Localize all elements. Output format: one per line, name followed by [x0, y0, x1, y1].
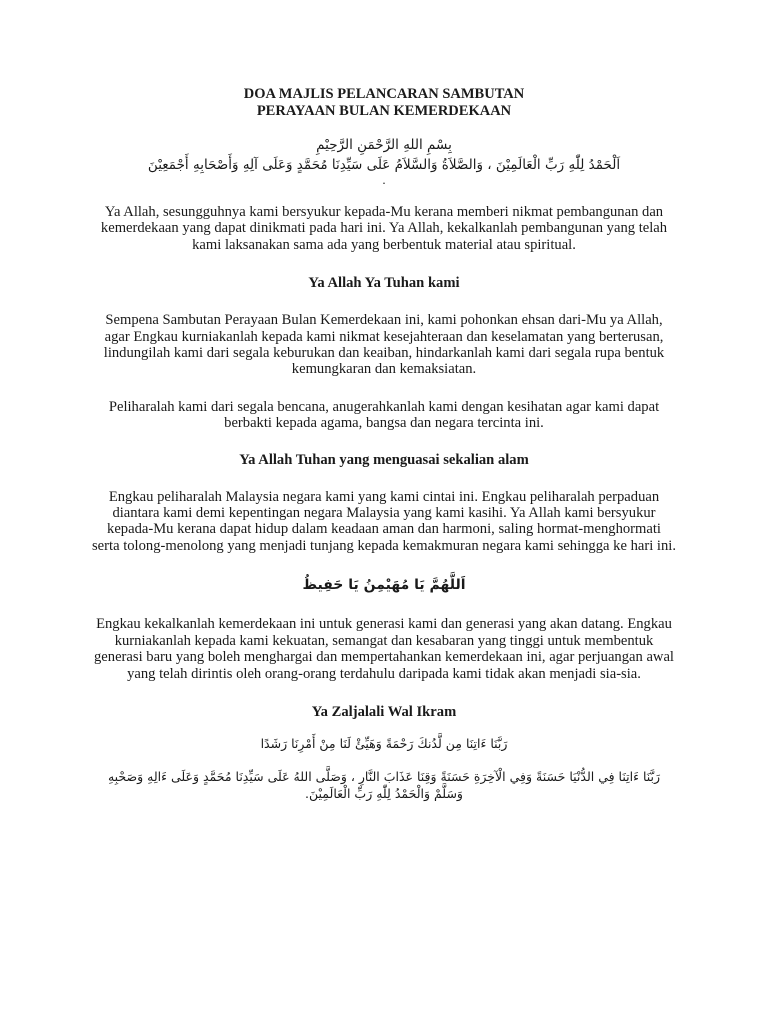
heading-ya-allah-ya-tuhan-kami: Ya Allah Ya Tuhan kami — [308, 275, 460, 292]
hamdalah: اَلْحَمْدُ لِلّٰهِ رَبِّ الْعَالَمِيْنَ ، وَالصَّلاَةُ وَالسَّلاَمُ عَلَى سَيِّدِنَا مُحَمَّدٍ وَعَلَى آلِهِ وَأَصْحَابِهِ أَجْمَعِيْنَ — [147, 157, 621, 173]
title-line-2: PERAYAAN BULAN KEMERDEKAAN — [256, 103, 512, 119]
document-page — [92, 86, 676, 802]
heading-ya-zaljalali-wal-ikram: Ya Zaljalali Wal Ikram — [311, 703, 457, 720]
opening-dot: . — [382, 172, 386, 187]
paragraph-2: Sempena Sambutan Perayaan Bulan Kemerdekaan ini, kami pohonkan ehsan dari-Mu ya Allah, agar Engkau kurniakanlah kepada kami nikmat kesejahteraan dan keselamatan yang berterusan, lindungilah kami dari segala keburukan dan keaiban, hindarkanlah kami dari segala rupa bentuk kemungkaran dan kemaksiatan. — [103, 312, 665, 378]
basmalah: بِسْمِ اللهِ الرَّحْمَنِ الرَّحِيْمِ — [316, 137, 452, 153]
arabic-prayer-1: رَبَّنَا ءَاتِنَا مِن لَّدُنكَ رَحْمَةً وَهَيِّئْ لَنَا مِنْ أَمْرِنَا رَشَدًا — [260, 735, 508, 751]
paragraph-1: Ya Allah, sesungguhnya kami bersyukur kepada-Mu kerana memberi nikmat pembangunan dan kemerdekaan yang dapat dinikmati pada hari ini. Ya Allah, kekalkanlah pembangunan yang telah kami laksanakan sama ada yang berbentuk material atau spiritual. — [100, 204, 668, 253]
heading-ya-allah-tuhan-alam: Ya Allah Tuhan yang menguasai sekalian alam — [239, 451, 529, 468]
paragraph-5: Engkau kekalkanlah kemerdekaan ini untuk generasi kami dan generasi yang akan datang. Engkau kurniakanlah kepada kami kekuatan, semangat dan kesabaran yang tinggi untuk membentuk generasi baru yang boleh menghargai dan mempertahankan kemerdekaan ini, agar perjuangan awal yang telah dirintis oleh orang-orang terdahulu daripada kami tidak akan menjadi sia-sia. — [94, 616, 674, 682]
arabic-heading: اَللَّهُمَّ يَا مُهَيْمِنُ يَا حَفِيظُ — [302, 577, 466, 594]
paragraph-4: Engkau peliharalah Malaysia negara kami yang kami cintai ini. Engkau peliharalah perpaduan diantara kami demi kepentingan negara Malaysia yang kami kasihi. Ya Allah kami bersyukur kepada-Mu kerana dapat hidup dalam keadaan aman dan harmoni, saling hormat-menghormati serta tolong-menolong yang menjadi tunjang kepada kemakmuran negara kami sehingga ke hari ini. — [92, 488, 676, 554]
paragraph-3: Peliharalah kami dari segala bencana, anugerahkanlah kami dengan kesihatan agar kami dapat berbakti kepada agama, bangsa dan negara tercinta ini. — [108, 398, 660, 432]
arabic-prayer-2: رَبَّنَا ءَاتِنَا فِي الدُّنْيَا حَسَنَةً وَفِي الْآخِرَةِ حَسَنَةً وَقِنَا عَذَابَ النَّارِ ، وَصَلَّى اللهُ عَلَى سَيِّدِنَا مُحَمَّدٍ وَعَلَى ءَالِهِ وَصَحْبِهِ وَسَلَّمْ وَالْحَمْدُ لِلّٰهِ رَبِّ الْعَالَمِيْنَ. — [107, 768, 661, 801]
title-line-1: DOA MAJLIS PELANCARAN SAMBUTAN — [243, 86, 525, 102]
